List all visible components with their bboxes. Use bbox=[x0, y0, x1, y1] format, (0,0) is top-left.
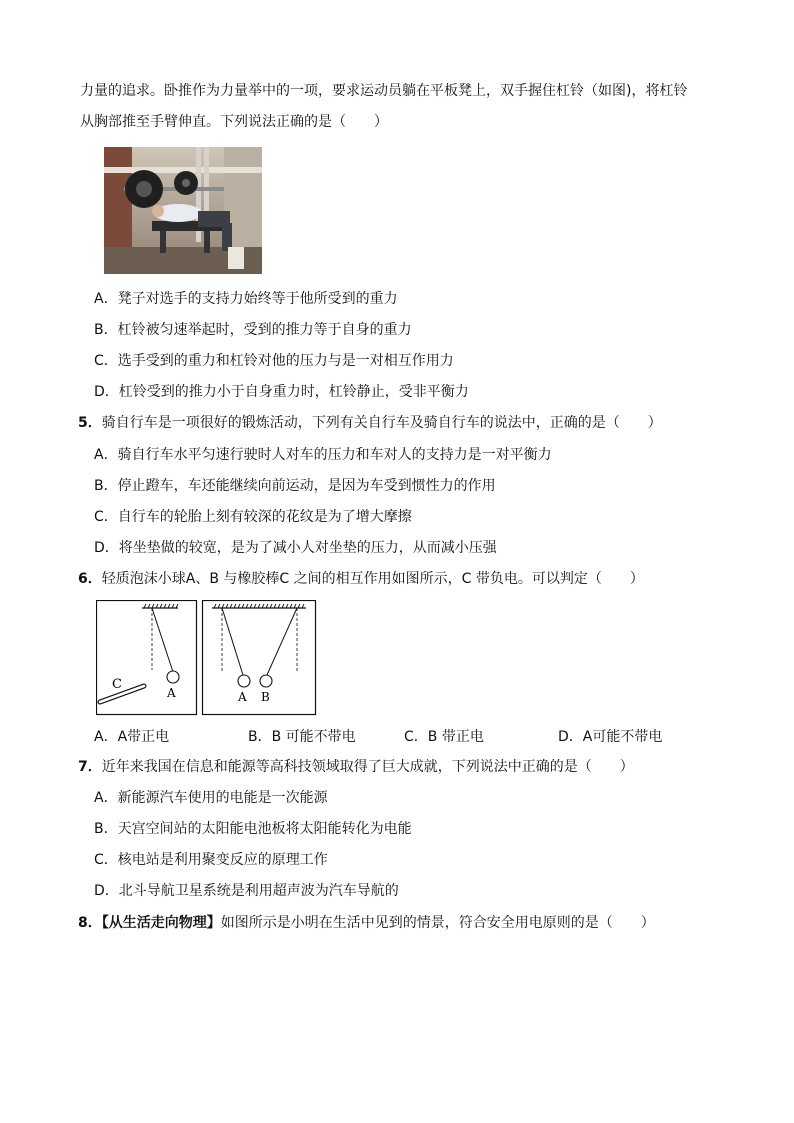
q7-stem-text: 近年来我国在信息和能源等高科技领域取得了巨大成就，下列说法中正确的是（ ） bbox=[101, 759, 634, 775]
q4-stem-line-1: 力量的追求。卧推作为力量举中的一项，要求运动员躺在平板凳上，双手握住杠铃（如图)，将杠铃 bbox=[80, 83, 688, 99]
label-b-right: B bbox=[261, 690, 270, 704]
q4-stem-line-2: 从胸部推至手臂伸直。下列说法正确的是（ ） bbox=[80, 114, 388, 130]
q8-number: 8． bbox=[78, 915, 102, 931]
q5-number: 5． bbox=[78, 415, 102, 431]
q7-number: 7． bbox=[78, 759, 102, 775]
q8-tag: 【从生活走向物理】 bbox=[101, 915, 221, 931]
q6-option-c: C．B 带正电 bbox=[404, 729, 484, 745]
q4-option-c: C．选手受到的重力和杠铃对他的压力与是一对相互作用力 bbox=[94, 353, 454, 369]
bench-press-photo bbox=[104, 147, 262, 274]
q6-option-a: A．A带正电 bbox=[94, 729, 170, 745]
q7-option-b: B．天宫空间站的太阳能电池板将太阳能转化为电能 bbox=[94, 821, 412, 837]
q6-figure bbox=[96, 600, 320, 722]
q7-option-c: C．核电站是利用聚变反应的原理工作 bbox=[94, 852, 328, 868]
q5-option-b: B．停止蹬车，车还能继续向前运动，是因为车受到惯性力的作用 bbox=[94, 478, 496, 494]
ball-a-right bbox=[238, 675, 250, 687]
q5-option-a: A．骑自行车水平匀速行驶时人对车的压力和车对人的支持力是一对平衡力 bbox=[94, 447, 552, 463]
q7-stem bbox=[78, 757, 634, 777]
q6-number: 6． bbox=[78, 571, 102, 587]
label-c: C bbox=[112, 677, 122, 692]
q4-option-a: A．凳子对选手的支持力始终等于他所受到的重力 bbox=[94, 291, 398, 307]
ball-b-right bbox=[260, 675, 272, 687]
q6-option-b: B．B 可能不带电 bbox=[248, 729, 356, 745]
q6-stem-text: 轻质泡沫小球A、B 与橡胶棒C 之间的相互作用如图所示，C 带负电。可以判定（ ） bbox=[101, 571, 644, 587]
q5-option-d: D．将坐垫做的较宽，是为了减小人对坐垫的压力，从而减小压强 bbox=[94, 540, 497, 556]
q7-option-d: D．北斗导航卫星系统是利用超声波为汽车导航的 bbox=[94, 883, 399, 899]
q4-option-d: D．杠铃受到的推力小于自身重力时，杠铃静止，受非平衡力 bbox=[94, 384, 469, 400]
label-a-right: A bbox=[238, 690, 247, 704]
q8-stem bbox=[78, 913, 655, 933]
q6-option-d: D．A可能不带电 bbox=[558, 729, 663, 745]
q4-option-b: B．杠铃被匀速举起时，受到的推力等于自身的重力 bbox=[94, 322, 412, 338]
q6-options bbox=[0, 726, 794, 746]
q5-stem-text: 骑自行车是一项很好的锻炼活动，下列有关自行车及骑自行车的说法中，正确的是（ ） bbox=[101, 415, 662, 431]
label-a-left: A bbox=[167, 686, 176, 700]
q7-option-a: A．新能源汽车使用的电能是一次能源 bbox=[94, 790, 328, 806]
right-frame bbox=[203, 601, 316, 715]
q5-stem bbox=[78, 413, 662, 433]
q8-stem-text: 如图所示是小明在生活中见到的情景，符合安全用电原则的是（ ） bbox=[220, 915, 655, 931]
ball-a-left bbox=[167, 671, 179, 683]
q5-option-c: C．自行车的轮胎上刻有较深的花纹是为了增大摩擦 bbox=[94, 509, 412, 525]
q6-stem bbox=[78, 569, 644, 589]
